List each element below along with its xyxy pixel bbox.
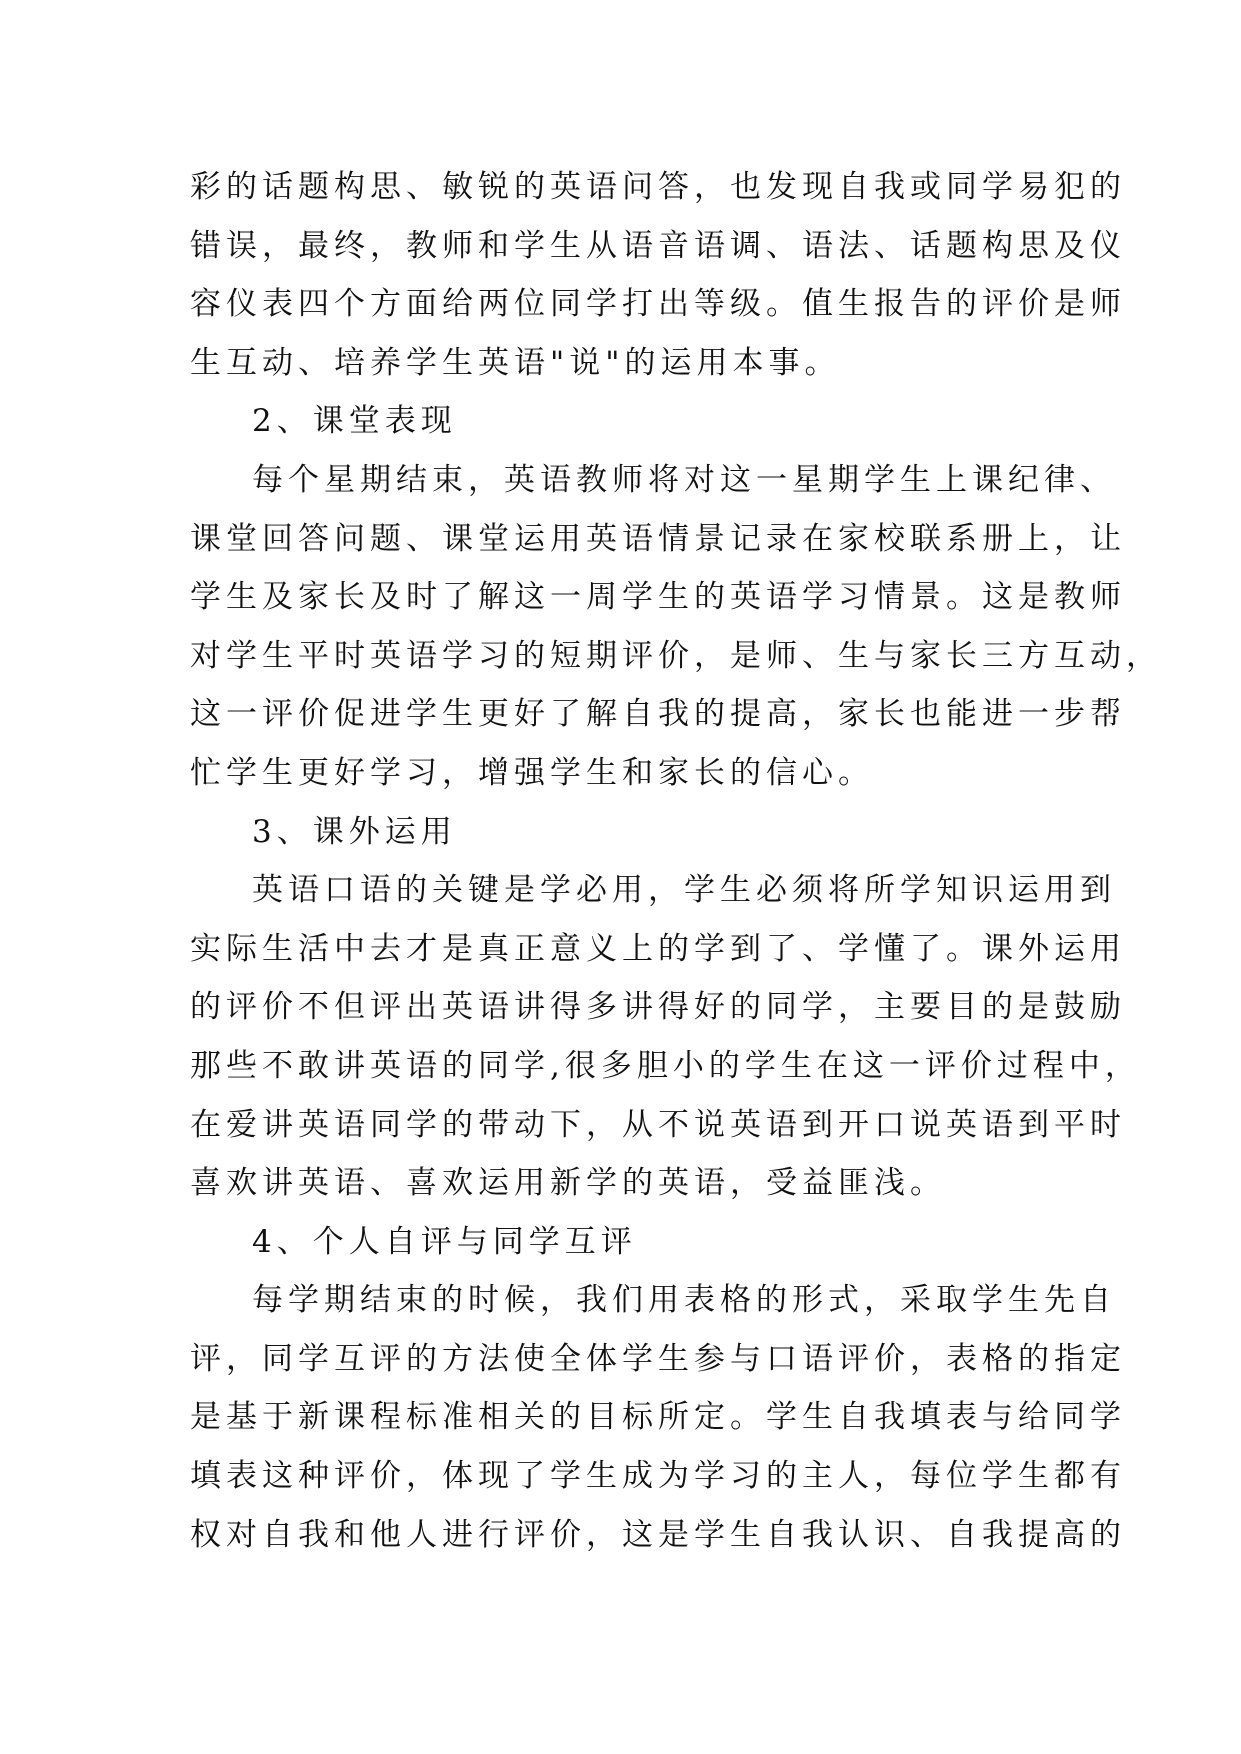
body-text xyxy=(190,158,1162,1564)
paragraph-first-line: 2、课堂表现 xyxy=(252,403,457,440)
paragraph-first-line: 4、个人自评与同学互评 xyxy=(252,1223,637,1260)
text-line: 容仪表四个方面给两位同学打出等级。值生报告的评价是师 xyxy=(190,286,1126,323)
text-line: 学生及家长及时了解这一周学生的英语学习情景。这是教师 xyxy=(190,579,1126,616)
text-line: 实际生活中去才是真正意义上的学到了、学懂了。课外运用 xyxy=(190,930,1126,967)
text-line: 对学生平时英语学习的短期评价，是师、生与家长三方互动， xyxy=(190,637,1162,674)
text-line: 评，同学互评的方法使全体学生参与口语评价，表格的指定 xyxy=(190,1340,1126,1377)
paragraph-first-line: 每个星期结束，英语教师将对这一星期学生上课纪律、 xyxy=(252,461,1116,498)
paragraph-first-line: 每学期结束的时候，我们用表格的形式，采取学生先自 xyxy=(252,1282,1116,1319)
paragraph-first-line: 3、课外运用 xyxy=(252,813,457,850)
text-line: 这一评价促进学生更好了解自我的提高，家长也能进一步帮 xyxy=(190,696,1126,733)
text-line: 的评价不但评出英语讲得多讲得好的同学，主要目的是鼓励 xyxy=(190,989,1126,1026)
text-line: 喜欢讲英语、喜欢运用新学的英语，受益匪浅。 xyxy=(190,1165,946,1202)
text-line: 课堂回答问题、课堂运用英语情景记录在家校联系册上，让 xyxy=(190,520,1126,557)
text-line: 那些不敢讲英语的同学,很多胆小的学生在这一评价过程中， xyxy=(190,1047,1141,1084)
paragraph-first-line: 英语口语的关键是学必用，学生必须将所学知识运用到 xyxy=(252,872,1116,909)
text-line: 是基于新课程标准相关的目标所定。学生自我填表与给同学 xyxy=(190,1399,1126,1436)
text-line: 彩的话题构思、敏锐的英语问答，也发现自我或同学易犯的 xyxy=(190,169,1126,205)
text-line: 错误，最终，教师和学生从语音语调、语法、话题构思及仪 xyxy=(190,227,1126,264)
text-line: 在爱讲英语同学的带动下，从不说英语到开口说英语到平时 xyxy=(190,1106,1126,1143)
text-line: 权对自我和他人进行评价，这是学生自我认识、自我提高的 xyxy=(190,1516,1126,1553)
text-line: 生互动、培养学生英语"说"的运用本事。 xyxy=(190,344,841,381)
text-line: 忙学生更好学习，增强学生和家长的信心。 xyxy=(190,754,874,791)
text-line: 填表这种评价，体现了学生成为学习的主人，每位学生都有 xyxy=(190,1458,1126,1495)
